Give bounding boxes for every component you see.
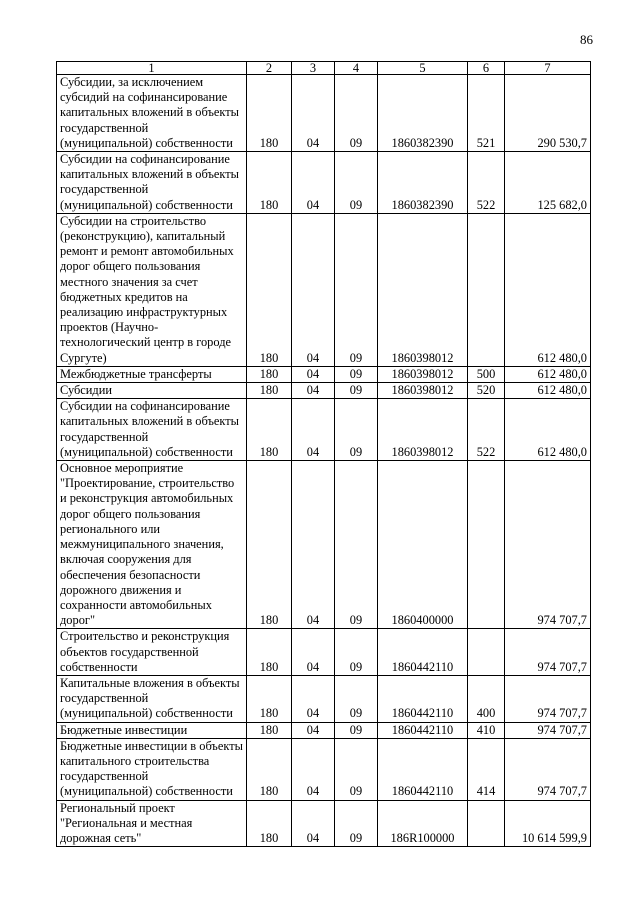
column-header: 2 — [247, 62, 292, 75]
row-code-2: 180 — [247, 213, 292, 366]
column-header: 4 — [335, 62, 378, 75]
row-code-4: 09 — [335, 399, 378, 461]
row-code-5: 1860442110 — [378, 722, 468, 738]
column-header: 6 — [468, 62, 505, 75]
row-amount: 290 530,7 — [505, 75, 591, 152]
row-code-3: 04 — [292, 383, 335, 399]
row-code-2: 180 — [247, 152, 292, 214]
row-code-2: 180 — [247, 399, 292, 461]
row-code-3: 04 — [292, 738, 335, 800]
row-code-2: 180 — [247, 800, 292, 847]
row-code-5: 1860398012 — [378, 399, 468, 461]
row-code-4: 09 — [335, 75, 378, 152]
row-code-2: 180 — [247, 366, 292, 382]
row-code-5: 1860398012 — [378, 383, 468, 399]
table-row — [57, 722, 591, 738]
column-header: 5 — [378, 62, 468, 75]
table-row — [57, 675, 591, 722]
column-header: 3 — [292, 62, 335, 75]
row-code-6 — [468, 461, 505, 629]
row-code-3: 04 — [292, 75, 335, 152]
row-amount: 974 707,7 — [505, 675, 591, 722]
row-name: Межбюджетные трансферты — [57, 366, 247, 382]
row-code-6 — [468, 629, 505, 676]
row-name: Субсидии на софинансирование капитальных вложений в объекты государственной (муниципальной) собственности — [57, 399, 247, 461]
row-name: Капитальные вложения в объекты государственной (муниципальной) собственности — [57, 675, 247, 722]
row-amount: 125 682,0 — [505, 152, 591, 214]
row-code-2: 180 — [247, 383, 292, 399]
table-row — [57, 738, 591, 800]
row-code-2: 180 — [247, 738, 292, 800]
row-amount: 10 614 599,9 — [505, 800, 591, 847]
row-code-4: 09 — [335, 213, 378, 366]
row-code-5: 186R100000 — [378, 800, 468, 847]
row-name: Субсидии на софинансирование капитальных вложений в объекты государственной (муниципальной) собственности — [57, 152, 247, 214]
row-code-3: 04 — [292, 461, 335, 629]
row-amount: 612 480,0 — [505, 383, 591, 399]
row-code-3: 04 — [292, 399, 335, 461]
table-row — [57, 383, 591, 399]
row-code-4: 09 — [335, 383, 378, 399]
table-row — [57, 75, 591, 152]
row-code-5: 1860398012 — [378, 366, 468, 382]
row-code-6: 521 — [468, 75, 505, 152]
table-row — [57, 399, 591, 461]
row-amount: 612 480,0 — [505, 399, 591, 461]
row-code-6: 500 — [468, 366, 505, 382]
table-row — [57, 152, 591, 214]
row-name: Основное мероприятие "Проектирование, строительство и реконструкция автомобильных дорог общего пользования регионального или межмуниципального значения, включая сооружения для обеспечения безопасности дорожного движения и сохранности автомобильных дорог" — [57, 461, 247, 629]
row-name: Бюджетные инвестиции — [57, 722, 247, 738]
row-code-5: 1860400000 — [378, 461, 468, 629]
row-code-5: 1860382390 — [378, 152, 468, 214]
row-code-6: 400 — [468, 675, 505, 722]
row-code-6: 520 — [468, 383, 505, 399]
column-header: 1 — [57, 62, 247, 75]
row-code-2: 180 — [247, 75, 292, 152]
row-amount: 974 707,7 — [505, 722, 591, 738]
row-code-4: 09 — [335, 629, 378, 676]
row-name: Субсидии, за исключением субсидий на софинансирование капитальных вложений в объекты государственной (муниципальной) собственности — [57, 75, 247, 152]
row-code-6 — [468, 800, 505, 847]
row-code-4: 09 — [335, 800, 378, 847]
table-header-row — [57, 62, 591, 75]
row-code-6: 410 — [468, 722, 505, 738]
row-code-2: 180 — [247, 629, 292, 676]
row-code-4: 09 — [335, 366, 378, 382]
row-code-3: 04 — [292, 800, 335, 847]
row-code-5: 1860442110 — [378, 738, 468, 800]
row-name: Бюджетные инвестиции в объекты капитального строительства государственной (муниципальной) собственности — [57, 738, 247, 800]
row-code-4: 09 — [335, 722, 378, 738]
row-code-5: 1860442110 — [378, 629, 468, 676]
row-amount: 974 707,7 — [505, 738, 591, 800]
row-code-3: 04 — [292, 366, 335, 382]
column-header: 7 — [505, 62, 591, 75]
page-number: 86 — [580, 32, 593, 47]
row-name: Региональный проект "Региональная и местная дорожная сеть" — [57, 800, 247, 847]
row-code-4: 09 — [335, 675, 378, 722]
row-code-6: 522 — [468, 152, 505, 214]
row-code-6: 414 — [468, 738, 505, 800]
row-code-4: 09 — [335, 152, 378, 214]
row-name: Строительство и реконструкция объектов государственной собственности — [57, 629, 247, 676]
row-code-6 — [468, 213, 505, 366]
table-row — [57, 629, 591, 676]
table-row — [57, 800, 591, 847]
row-amount: 612 480,0 — [505, 213, 591, 366]
row-amount: 974 707,7 — [505, 461, 591, 629]
table-row — [57, 461, 591, 629]
row-code-3: 04 — [292, 152, 335, 214]
row-code-3: 04 — [292, 722, 335, 738]
table-row — [57, 366, 591, 382]
row-code-4: 09 — [335, 738, 378, 800]
row-name: Субсидии — [57, 383, 247, 399]
row-amount: 612 480,0 — [505, 366, 591, 382]
row-amount: 974 707,7 — [505, 629, 591, 676]
row-code-4: 09 — [335, 461, 378, 629]
row-code-3: 04 — [292, 675, 335, 722]
table-row — [57, 213, 591, 366]
budget-table — [56, 61, 591, 847]
row-code-6: 522 — [468, 399, 505, 461]
row-code-5: 1860442110 — [378, 675, 468, 722]
row-code-2: 180 — [247, 675, 292, 722]
row-code-2: 180 — [247, 461, 292, 629]
row-code-5: 1860382390 — [378, 75, 468, 152]
row-code-3: 04 — [292, 629, 335, 676]
row-code-2: 180 — [247, 722, 292, 738]
row-code-5: 1860398012 — [378, 213, 468, 366]
row-code-3: 04 — [292, 213, 335, 366]
row-name: Субсидии на строительство (реконструкцию), капитальный ремонт и ремонт автомобильных дорог общего пользования местного значения за счет бюджетных кредитов на реализацию инфраструктурных проектов (Научно-технологический центр в городе Сургуте) — [57, 213, 247, 366]
